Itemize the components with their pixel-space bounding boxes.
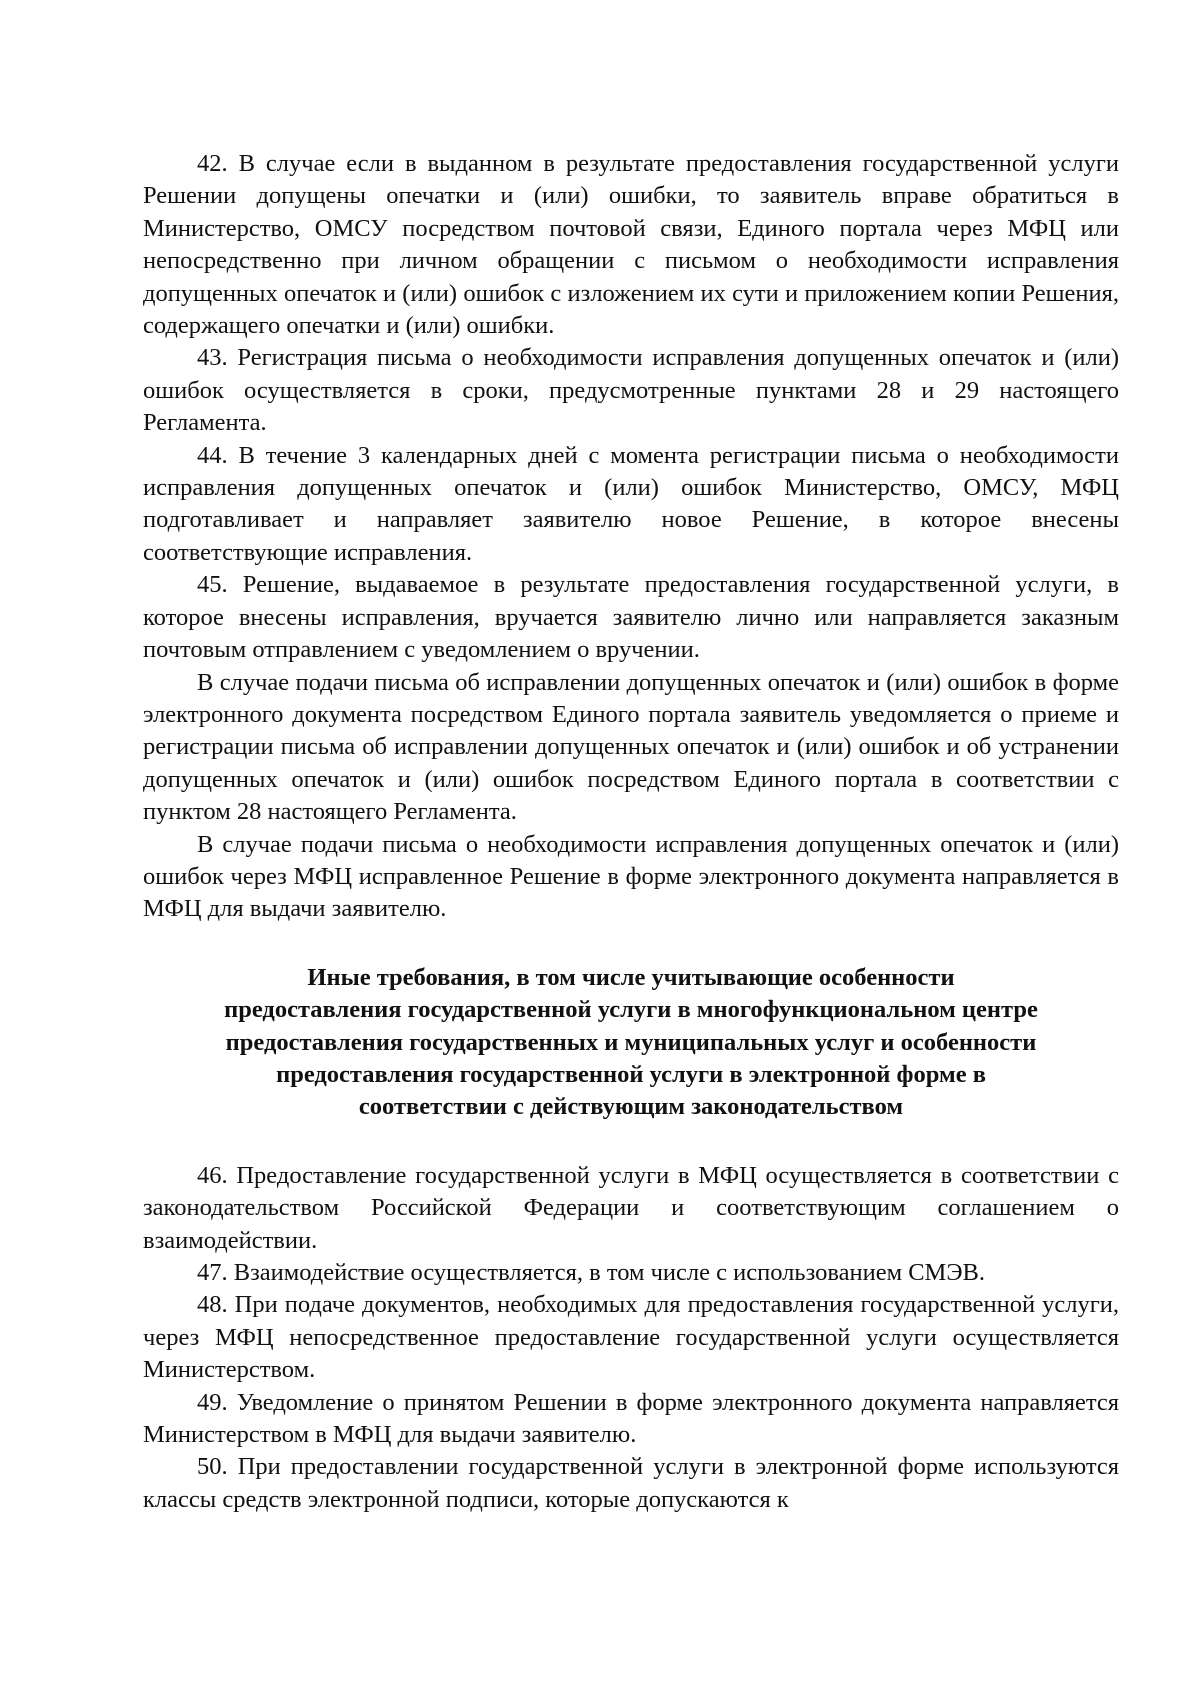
paragraph-45-mfc: В случае подачи письма о необходимости исправления допущенных опечаток и (или) ошибок через МФЦ исправленное Решение в форме электронного документа направляется в МФЦ для выдачи заявителю. bbox=[143, 830, 1119, 923]
heading-line: соответствии с действующим законодательством bbox=[358, 1093, 904, 1121]
paragraph-44: 44. В течение 3 календарных дней с момента регистрации письма о необходимости исправления допущенных опечаток и (или) ошибок Министерство, ОМСУ, МФЦ подготавливает и направляет заявителю новое Решение, в которое внесены соответствующие исправления. bbox=[143, 441, 1119, 566]
heading-line: предоставления государственной услуги в электронной форме в bbox=[276, 1060, 986, 1088]
paragraph-45: 45. Решение, выдаваемое в результате предоставления государственной услуги, в которое внесены исправления, вручается заявителю лично или направляется заказным почтовым отправлением с уведомлением о вручении. bbox=[143, 571, 1119, 664]
paragraph-47: 47. Взаимодействие осуществляется, в том числе с использованием СМЭВ. bbox=[197, 1259, 985, 1286]
document-page bbox=[143, 148, 1119, 1516]
section-heading bbox=[143, 962, 1119, 1124]
heading-line: Иные требования, в том числе учитывающие особенности bbox=[307, 963, 955, 991]
paragraph-48: 48. При подаче документов, необходимых для предоставления государственной услуги, через МФЦ непосредственное предоставление государственной услуги осуществляется Министерством. bbox=[143, 1291, 1119, 1384]
heading-line: предоставления государственной услуги в многофункциональном центре bbox=[224, 996, 1038, 1024]
paragraph-50: 50. При предоставлении государственной услуги в электронной форме используются классы средств электронной подписи, которые допускаются к bbox=[143, 1453, 1119, 1513]
paragraph-46: 46. Предоставление государственной услуги в МФЦ осуществляется в соответствии с законодательством Российской Федерации и соответствующим соглашением о взаимодействии. bbox=[143, 1161, 1119, 1254]
paragraph-45-electronic: В случае подачи письма об исправлении допущенных опечаток и (или) ошибок в форме электронного документа посредством Единого портала заявитель уведомляется о приеме и регистрации письма об исправлении допущенных опечаток и (или) ошибок и об устранении допущенных опечаток и (или) ошибок посредством Единого портала в соответствии с пунктом 28 настоящего Регламента. bbox=[143, 668, 1119, 826]
paragraph-42: 42. В случае если в выданном в результате предоставления государственной услуги Решении допущены опечатки и (или) ошибки, то заявитель вправе обратиться в Министерство, ОМСУ посредством почтовой связи, Единого портала через МФЦ или непосредственно при личном обращении с письмом о необходимости исправления допущенных опечаток и (или) ошибок с изложением их сути и приложением копии Решения, содержащего опечатки и (или) ошибки. bbox=[143, 150, 1119, 340]
paragraph-49: 49. Уведомление о принятом Решении в форме электронного документа направляется Министерством в МФЦ для выдачи заявителю. bbox=[143, 1388, 1119, 1449]
heading-line: предоставления государственных и муниципальных услуг и особенности bbox=[225, 1028, 1037, 1056]
paragraph-43: 43. Регистрация письма о необходимости исправления допущенных опечаток и (или) ошибок осуществляется в сроки, предусмотренные пунктами 28 и 29 настоящего Регламента. bbox=[143, 344, 1119, 437]
